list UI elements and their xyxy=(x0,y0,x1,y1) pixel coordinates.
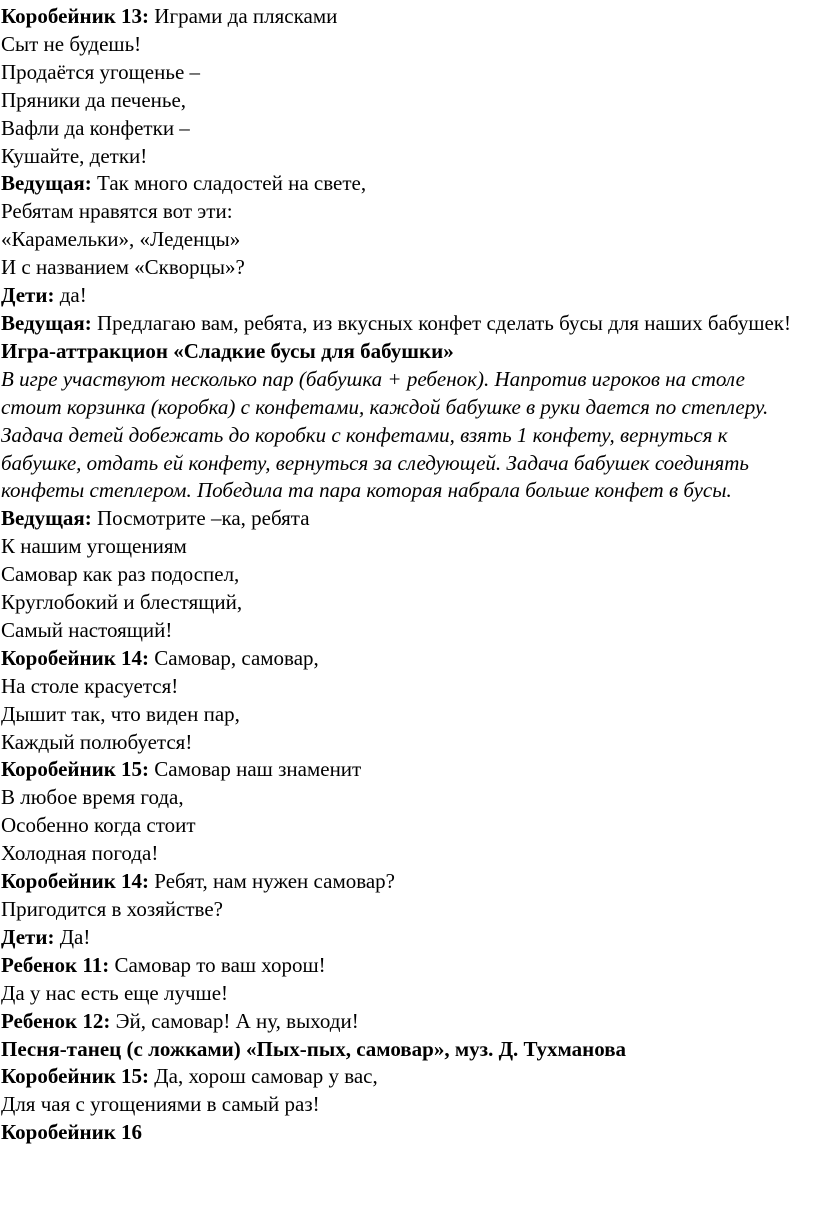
line-text: Да! xyxy=(54,924,91,949)
line-text: И с названием «Скворцы»? xyxy=(1,255,245,280)
game-description: В игре участвуют несколько пар (бабушка + ребенок). Напротив игроков на столе стоит корзинка (коробка) с конфетами, каждой бабушке в руки дается по степлеру. Задача детей добежать до коробки с конфетами, взять 1 конфету, вернуться к бабушке, отдать ей конфету, вернуться за следующей. Задача бабушек соединять конфеты степлером. Победила та пара которая набрала больше конфет в бусы. xyxy=(1,366,769,503)
verse-line xyxy=(1,198,816,226)
verse-line xyxy=(1,87,816,115)
line-text: Холодная погода! xyxy=(1,841,159,866)
line-text: Предлагаю вам, ребята, из вкусных конфет сделать бусы для наших бабушек! xyxy=(91,310,791,335)
line-text: На столе красуется! xyxy=(1,673,179,698)
line-text: Сыт не будешь! xyxy=(1,31,142,56)
speaker-name: Дети: xyxy=(1,283,55,308)
line-text: Самовар наш знаменит xyxy=(149,757,362,782)
speaker-name: Дети: xyxy=(1,924,55,949)
speaker-line xyxy=(1,505,816,533)
speaker-name: Коробейник 14: xyxy=(1,645,150,670)
verse-line xyxy=(1,784,816,812)
verse-line xyxy=(1,115,816,143)
line-text: Особенно когда стоит xyxy=(1,813,196,838)
line-text: Самовар то ваш хорош! xyxy=(109,952,326,977)
speaker-line xyxy=(1,952,816,980)
line-text: Продаётся угощенье – xyxy=(1,59,201,84)
verse-line xyxy=(1,561,816,589)
speaker-line xyxy=(1,924,816,952)
line-text: «Карамельки», «Леденцы» xyxy=(1,227,241,252)
speaker-line xyxy=(1,756,816,784)
verse-line xyxy=(1,226,816,254)
verse-line xyxy=(1,701,816,729)
verse-line xyxy=(1,533,816,561)
line-text: Эй, самовар! А ну, выходи! xyxy=(110,1008,359,1033)
line-text: Ребят, нам нужен самовар? xyxy=(149,869,396,894)
speaker-name: Коробейник 15: xyxy=(1,757,150,782)
line-text: Кушайте, детки! xyxy=(1,143,148,168)
speaker-name: Коробейник 15: xyxy=(1,1064,150,1089)
speaker-name: Коробейник 13: xyxy=(1,4,150,28)
line-text: Круглобокий и блестящий, xyxy=(1,590,243,615)
line-text: Так много сладостей на свете, xyxy=(91,171,367,196)
speaker-line xyxy=(1,282,816,310)
line-text: Для чая с угощениями в самый раз! xyxy=(1,1092,320,1117)
line-text: Играми да плясками xyxy=(149,4,338,28)
speaker-name: Ведущая: xyxy=(1,506,92,531)
line-text: Самовар, самовар, xyxy=(149,645,319,670)
verse-line xyxy=(1,143,816,171)
verse-line xyxy=(1,31,816,59)
verse-line xyxy=(1,812,816,840)
speaker-name: Ведущая: xyxy=(1,310,92,335)
speaker-line xyxy=(1,3,816,31)
speaker-name: Коробейник 14: xyxy=(1,869,150,894)
speaker-line xyxy=(1,170,816,198)
line-text: Самый настоящий! xyxy=(1,617,173,642)
section-heading: Коробейник 16 xyxy=(1,1120,143,1145)
line-text: Пряники да печенье, xyxy=(1,87,187,112)
verse-line xyxy=(1,729,816,757)
speaker-line xyxy=(1,310,791,338)
verse-line xyxy=(1,589,816,617)
verse-line xyxy=(1,254,816,282)
speaker-line xyxy=(1,868,816,896)
line-text: да! xyxy=(54,283,87,308)
section-heading: Песня-танец (с ложками) «Пых-пых, самовар», муз. Д. Тухманова xyxy=(1,1036,627,1061)
speaker-name: Ребенок 11: xyxy=(1,952,110,977)
line-text: Посмотрите –ка, ребята xyxy=(91,506,310,531)
verse-line xyxy=(1,673,816,701)
speaker-line xyxy=(1,1008,816,1036)
line-text: Пригодится в хозяйстве? xyxy=(1,897,223,921)
verse-line xyxy=(1,617,816,645)
line-text: В любое время года, xyxy=(1,785,184,810)
verse-line xyxy=(1,1091,816,1119)
section-heading: Игра-аттракцион «Сладкие бусы для бабушки» xyxy=(1,338,454,363)
line-text: Каждый полюбуется! xyxy=(1,729,193,754)
speaker-name: Ведущая: xyxy=(1,171,92,196)
speaker-line xyxy=(1,645,816,673)
line-text: Ребятам нравятся вот эти: xyxy=(1,199,233,224)
speaker-line xyxy=(1,1063,816,1091)
verse-line xyxy=(1,980,816,1008)
line-text: Да у нас есть еще лучше! xyxy=(1,980,229,1005)
speaker-name: Ребенок 12: xyxy=(1,1008,111,1033)
line-text: Да, хорош самовар у вас, xyxy=(149,1064,378,1089)
line-text: Дышит так, что виден пар, xyxy=(1,701,240,726)
verse-line xyxy=(1,840,816,868)
verse-line xyxy=(1,896,816,924)
line-text: Самовар как раз подоспел, xyxy=(1,562,240,587)
line-text: К нашим угощениям xyxy=(1,534,187,559)
verse-line xyxy=(1,59,816,87)
line-text: Вафли да конфетки – xyxy=(1,115,190,140)
